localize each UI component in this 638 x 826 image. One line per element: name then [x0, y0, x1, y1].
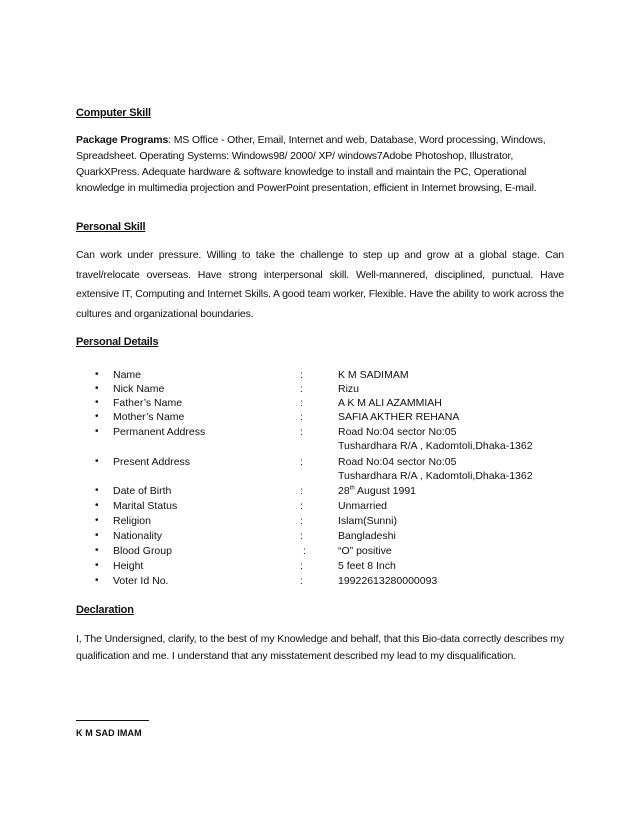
- bullet-icon: •: [95, 545, 99, 556]
- detail-label: Religion: [113, 515, 151, 527]
- bullet-icon: •: [95, 530, 99, 541]
- detail-row-nationality: [0, 529, 638, 543]
- detail-value: Road No:04 sector No:05: [338, 426, 457, 438]
- detail-colon: :: [300, 485, 303, 497]
- detail-value: Road No:04 sector No:05: [338, 456, 457, 468]
- detail-value: Bangladeshi: [338, 530, 396, 542]
- detail-row-date-of-birth: [0, 484, 638, 498]
- bullet-icon: •: [95, 397, 99, 408]
- detail-colon: :: [300, 397, 303, 409]
- bullet-icon: •: [95, 500, 99, 511]
- detail-value-line2: Tushardhara R/A , Kadomtoli,Dhaka-1362: [338, 470, 533, 482]
- detail-row-nick-name: [0, 382, 638, 396]
- detail-value: A K M ALI AZAMMIAH: [338, 397, 442, 409]
- detail-row-blood-group: [0, 544, 638, 558]
- signature-name: K M SAD IMAM: [76, 728, 142, 738]
- detail-value: [338, 484, 416, 498]
- detail-label: Blood Group: [113, 545, 172, 557]
- detail-label: Present Address: [113, 456, 191, 468]
- computer-skill-text: [76, 132, 564, 196]
- personal-skill-text: Can work under pressure. Willing to take the challenge to step up and grow at a global stage. Can travel/relocate overseas. Have strong interpersonal skill. Well-mannered, disciplined, punctual. Have extensive IT, Computing and Internet Skills. A good team worker, Flexible. Have the ability to work across the cultures and organizational boundaries.: [76, 249, 564, 320]
- package-programs-text: : MS Office - Other, Email, Internet and web, Database, Word processing, Windows, Spreadsheet. Operating Systems: Windows98/ 2000/ XP/ windows7Adobe Photoshop, Illustrator, QuarkXPress. Adequate hardware & software knowledge to install and maintain the PC, Operational knowledge in multimedia projection and PowerPoint presentation, efficient in Internet browsing, E-mail.: [76, 134, 546, 194]
- detail-value: SAFIA AKTHER REHANA: [338, 411, 460, 423]
- detail-row-fathers-name: [0, 396, 638, 410]
- signature-line: [76, 720, 149, 721]
- detail-label: Date of Birth: [113, 485, 172, 497]
- bullet-icon: •: [95, 426, 99, 437]
- detail-colon: :: [300, 500, 303, 512]
- detail-colon: :: [300, 456, 303, 468]
- detail-value: Rizu: [338, 383, 360, 395]
- package-programs-label: Package Programs: [76, 134, 169, 146]
- declaration-heading: Declaration: [76, 604, 134, 616]
- detail-label: Nick Name: [113, 383, 165, 395]
- detail-value: 5 feet 8 Inch: [338, 560, 396, 572]
- bullet-icon: •: [95, 485, 99, 496]
- detail-label: Height: [113, 560, 144, 572]
- computer-skill-heading: Computer Skill: [76, 107, 151, 119]
- bullet-icon: •: [95, 575, 99, 586]
- detail-colon: :: [300, 426, 303, 438]
- detail-colon: :: [300, 369, 303, 381]
- dob-month-year: August 1991: [354, 485, 417, 497]
- detail-row-marital-status: [0, 499, 638, 513]
- detail-label: Marital Status: [113, 500, 178, 512]
- detail-label: Voter Id No.: [113, 575, 169, 587]
- detail-label: Mother’s Name: [113, 411, 185, 423]
- bullet-icon: •: [95, 411, 99, 422]
- declaration-text: I, The Undersigned, clarify, to the best of my Knowledge and behalf, that this Bio-data correctly describes my qualification and me. I understand that any misstatement described my lead to my disqualification.: [76, 633, 564, 662]
- detail-label: Nationality: [113, 530, 163, 542]
- detail-row-height: [0, 559, 638, 573]
- detail-value: “O” positive: [338, 545, 392, 557]
- detail-colon: :: [300, 411, 303, 423]
- detail-label: Father’s Name: [113, 397, 183, 409]
- dob-day-suffix: th: [349, 485, 355, 492]
- dob-day: 28: [338, 485, 350, 497]
- detail-value-line2: Tushardhara R/A , Kadomtoli,Dhaka-1362: [338, 440, 533, 452]
- personal-details-heading: Personal Details: [76, 336, 159, 348]
- detail-label: Permanent Address: [113, 426, 206, 438]
- bullet-icon: •: [95, 456, 99, 467]
- bullet-icon: •: [95, 560, 99, 571]
- detail-colon: :: [303, 545, 306, 557]
- detail-colon: :: [300, 560, 303, 572]
- bullet-icon: •: [95, 383, 99, 394]
- detail-value: 19922613280000093: [338, 575, 438, 587]
- personal-skill-heading: Personal Skill: [76, 221, 146, 233]
- detail-colon: :: [300, 575, 303, 587]
- detail-value: Unmarried: [338, 500, 388, 512]
- detail-row-name: [0, 368, 638, 382]
- detail-value: K M SADIMAM: [338, 369, 409, 381]
- detail-row-voter-id: [0, 574, 638, 588]
- detail-row-religion: [0, 514, 638, 528]
- detail-colon: :: [300, 515, 303, 527]
- detail-row-present-address: [0, 455, 638, 482]
- detail-colon: :: [300, 383, 303, 395]
- detail-row-permanent-address: [0, 425, 638, 452]
- bullet-icon: •: [95, 515, 99, 526]
- detail-colon: :: [300, 530, 303, 542]
- detail-label: Name: [113, 369, 142, 381]
- detail-value: Islam(Sunni): [338, 515, 397, 527]
- bullet-icon: •: [95, 369, 99, 380]
- detail-row-mothers-name: [0, 410, 638, 424]
